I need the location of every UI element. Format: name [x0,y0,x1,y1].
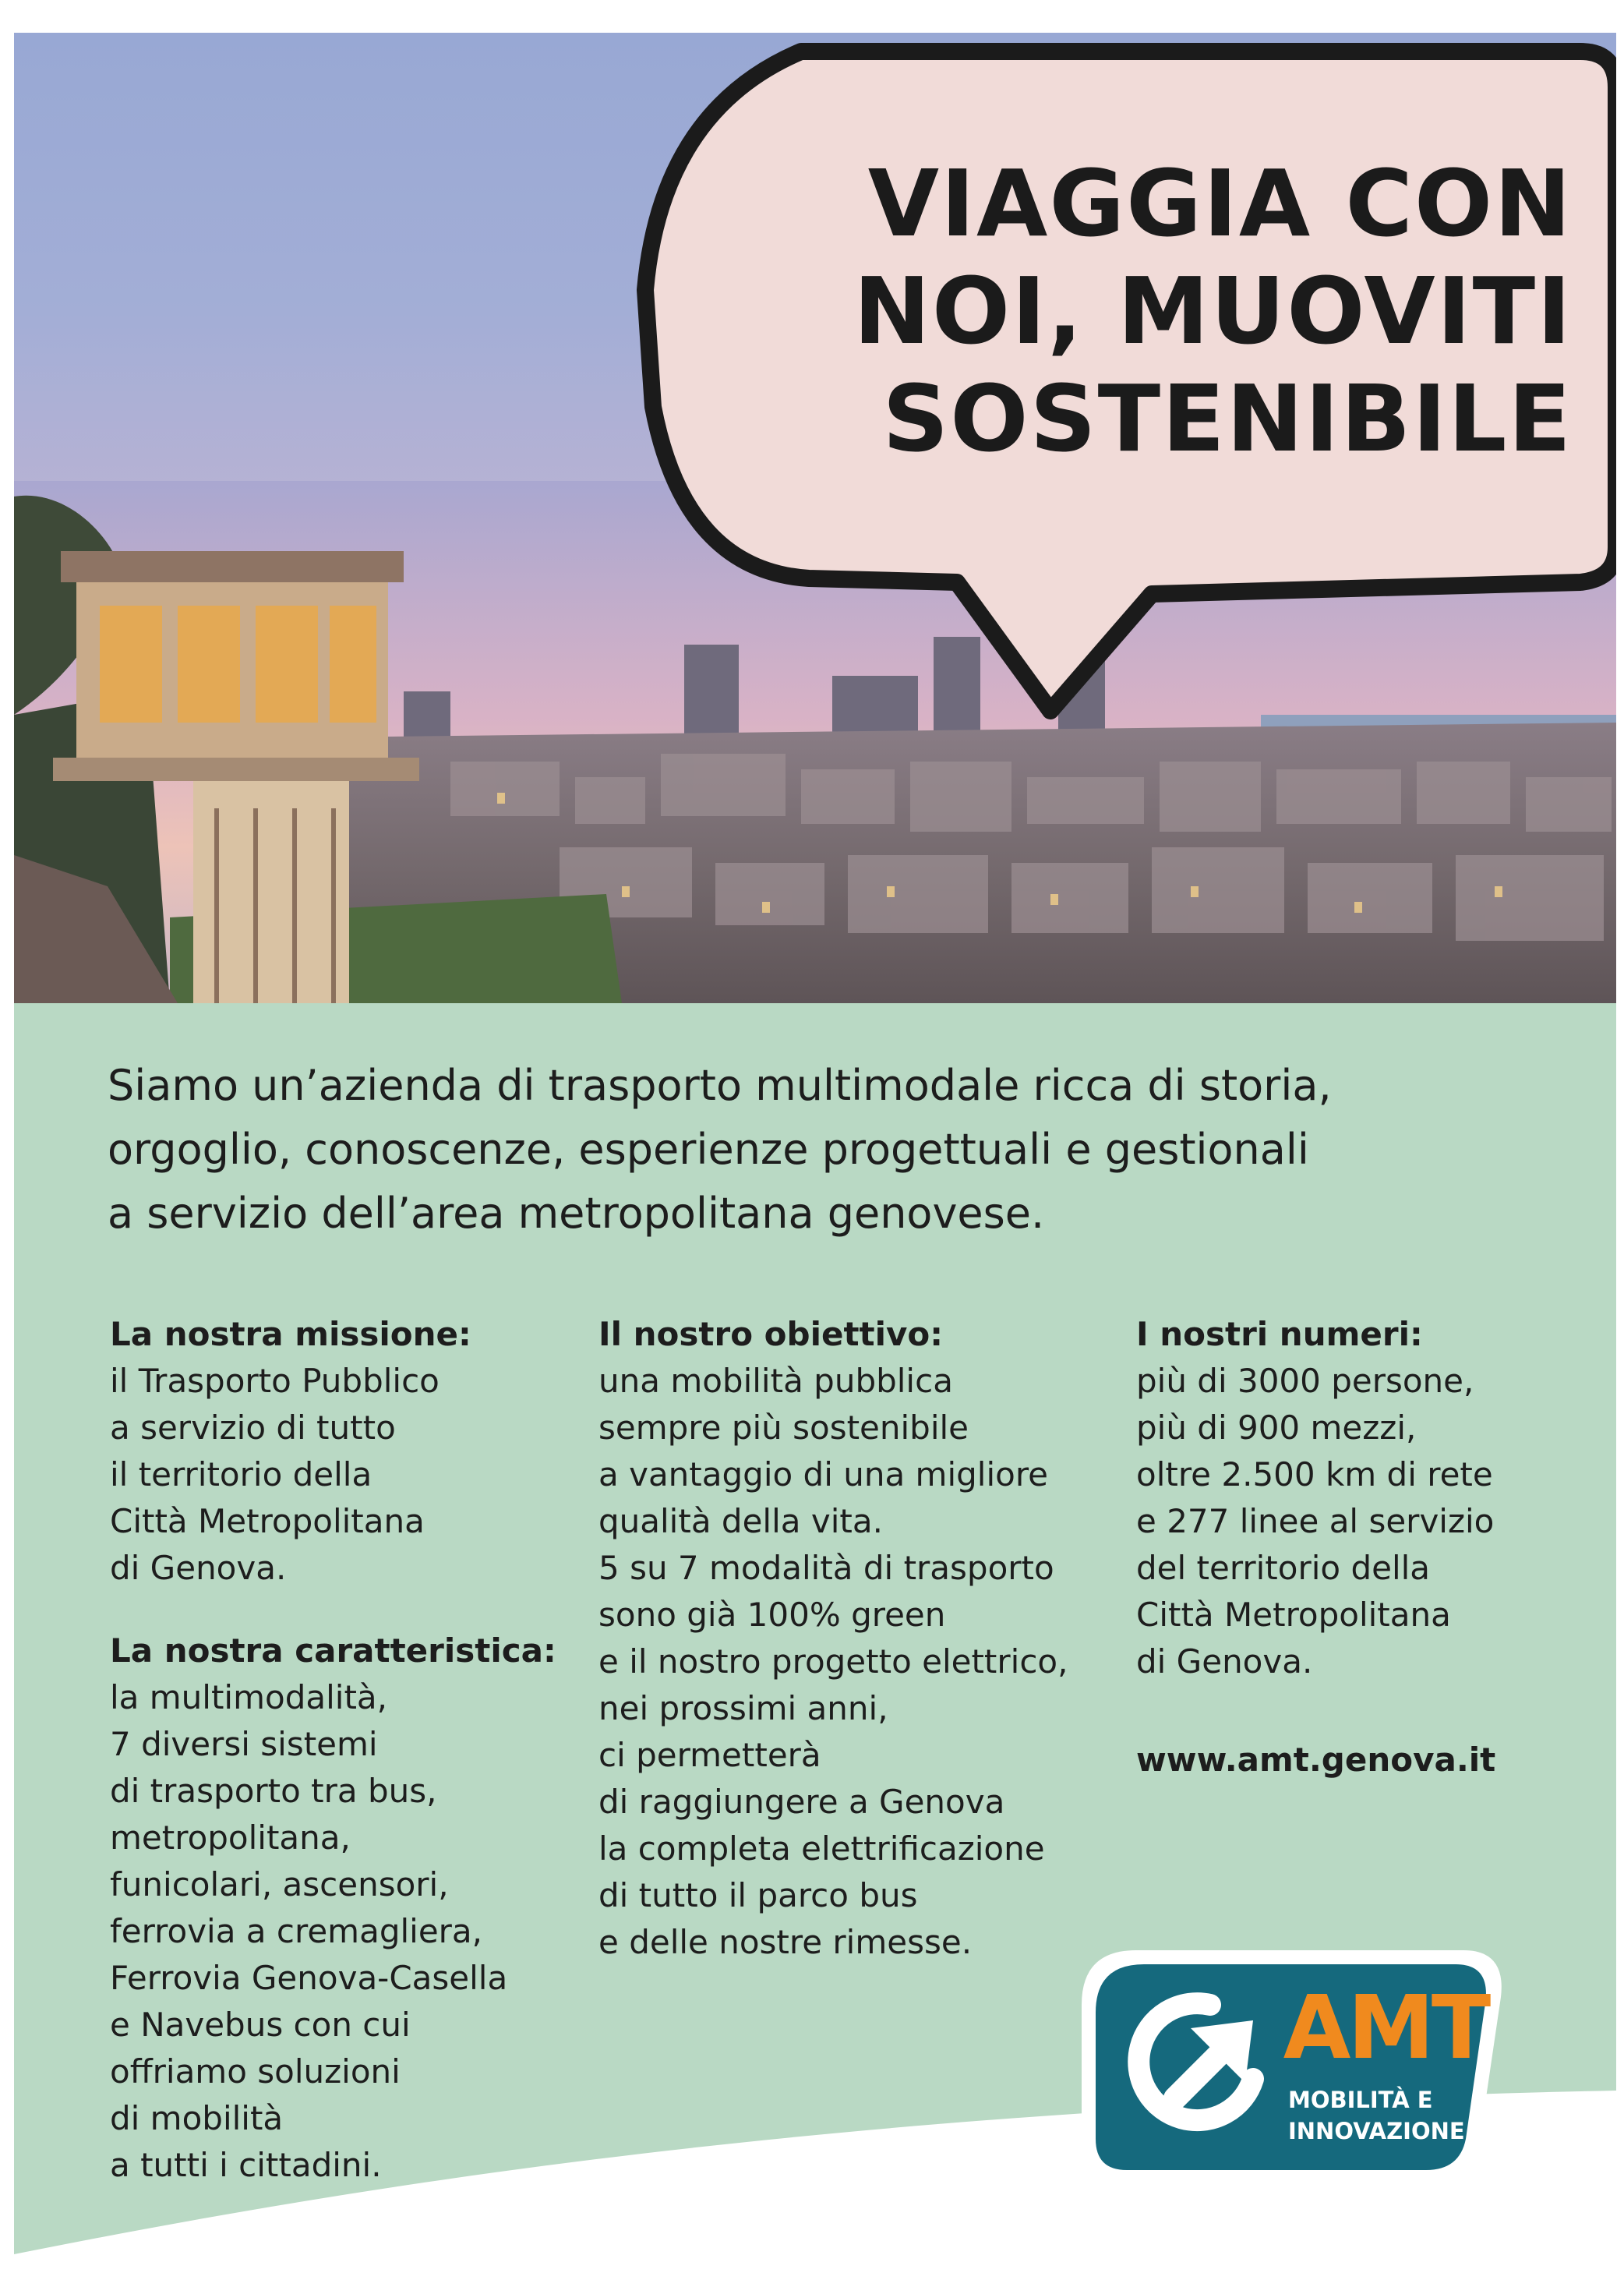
objective-line: di raggiungere a Genova [598,1783,1005,1821]
amt-logo [1074,1942,1510,2192]
numbers-line: più di 900 mezzi, [1136,1409,1417,1447]
numbers-line: più di 3000 persone, [1136,1362,1474,1400]
objective-line: 5 su 7 modalità di trasporto [598,1549,1054,1587]
intro-line: a servizio dell’area metropolitana genovese. [108,1189,1045,1238]
objective-line: nei prossimi anni, [598,1689,888,1727]
feature-heading: La nostra caratteristica: [110,1631,556,1670]
intro-paragraph [108,1054,1549,1246]
numbers-line: di Genova. [1136,1642,1313,1681]
feature-line: a tutti i cittadini. [110,2146,382,2184]
objective-line: una mobilità pubblica [598,1362,953,1400]
column-objective [598,1311,1068,1966]
feature-line: Ferrovia Genova-Casella [110,1959,508,1997]
objective-line: e delle nostre rimesse. [598,1923,973,1961]
poster [14,33,1616,2294]
feature-line: 7 diversi sistemi [110,1725,378,1763]
website-link[interactable]: www.amt.genova.it [1136,1741,1496,1779]
numbers-line: e 277 linee al servizio [1136,1502,1495,1540]
feature-line: e Navebus con cui [110,2006,411,2044]
feature-line: ferrovia a cremagliera, [110,1912,483,1950]
mission-line: Città Metropolitana [110,1502,425,1540]
mission-line: il Trasporto Pubblico [110,1362,440,1400]
objective-line: ci permetterà [598,1736,821,1774]
numbers-heading: I nostri numeri: [1136,1315,1423,1353]
numbers-line: Città Metropolitana [1136,1596,1451,1634]
mission-line: di Genova. [110,1549,287,1587]
feature-line: offriamo soluzioni [110,2052,401,2091]
feature-line: la multimodalità, [110,1678,387,1716]
headline-line: NOI, MUOVITI [853,257,1573,365]
feature-line: di trasporto tra bus, [110,1772,437,1810]
intro-line: orgoglio, conoscenze, esperienze progettuali e gestionali [108,1125,1309,1174]
numbers-line: del territorio della [1136,1549,1431,1587]
column-mission [110,1311,556,2189]
objective-line: sempre più sostenibile [598,1409,969,1447]
mission-line: a servizio di tutto [110,1409,396,1447]
mission-line: il territorio della [110,1455,372,1493]
feature-line: metropolitana, [110,1819,351,1857]
tagline-line-2: INNOVAZIONE [1288,2118,1465,2144]
mission-heading: La nostra missione: [110,1315,471,1353]
objective-line: sono già 100% green [598,1596,946,1634]
feature-line: funicolari, ascensori, [110,1865,449,1903]
objective-line: di tutto il parco bus [598,1876,918,1914]
numbers-line: oltre 2.500 km di rete [1136,1455,1493,1493]
objective-line: qualità della vita. [598,1502,883,1540]
objective-line: e il nostro progetto elettrico, [598,1642,1068,1681]
column-numbers [1136,1311,1495,1783]
objective-heading: Il nostro obiettivo: [598,1315,944,1353]
intro-line: Siamo un’azienda di trasporto multimodale ricca di storia, [108,1061,1332,1110]
feature-line: di mobilità [110,2099,284,2137]
headline [793,150,1573,472]
amt-wordmark: AMT [1283,1978,1488,2079]
headline-line: SOSTENIBILE [882,365,1573,472]
objective-line: la completa elettrificazione [598,1829,1045,1868]
headline-line: VIAGGIA CON [867,150,1573,257]
objective-line: a vantaggio di una migliore [598,1455,1049,1493]
tagline-line-1: MOBILITÀ E [1288,2087,1433,2113]
